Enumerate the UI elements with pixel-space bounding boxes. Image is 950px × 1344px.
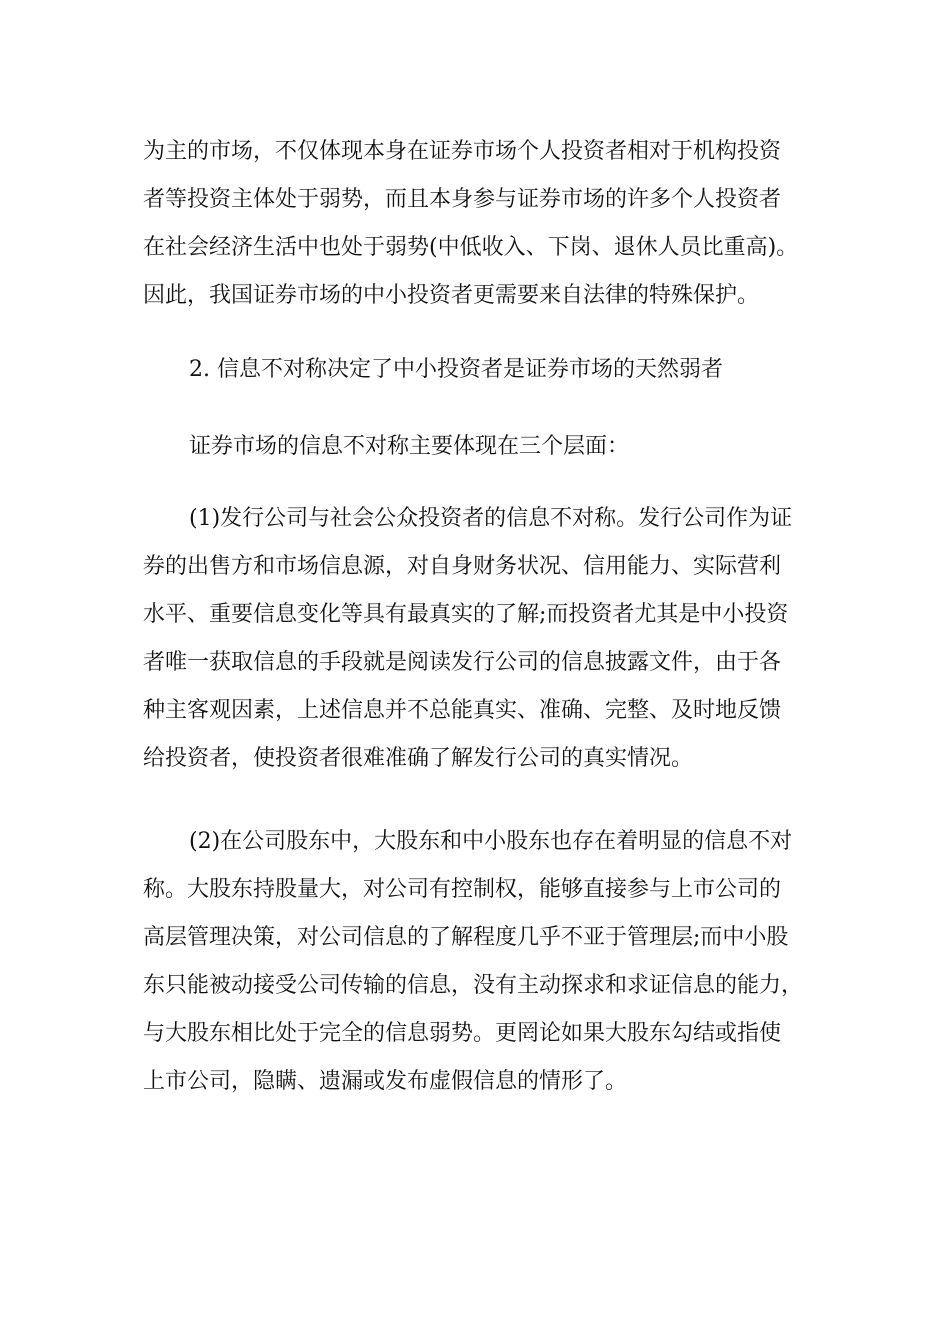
- heading-line: 2. 信息不对称决定了中小投资者是证券市场的天然弱者: [189, 357, 723, 382]
- section-heading: [143, 346, 813, 394]
- text-line: 因此，我国证券市场的中小投资者更需要来自法律的特殊保护。: [143, 283, 760, 308]
- text-line: 为主的市场，不仅体现本身在证券市场个人投资者相对于机构投资: [143, 139, 782, 164]
- text-line: 高层管理决策，对公司信息的了解程度几乎不亚于管理层;而中小股: [143, 925, 789, 950]
- text-line: 水平、重要信息变化等具有最真实的了解;而投资者尤其是中小投资: [143, 602, 789, 627]
- text-line: 者唯一获取信息的手段就是阅读发行公司的信息披露文件，由于各: [143, 650, 782, 675]
- text-line: 给投资者，使投资者很难准确了解发行公司的真实情况。: [143, 746, 694, 771]
- paragraph-continuation: [143, 128, 813, 320]
- text-line: 东只能被动接受公司传输的信息，没有主动探求和求证信息的能力，: [143, 973, 804, 998]
- text-line: 与大股东相比处于完全的信息弱势。更罔论如果大股东勾结或指使: [143, 1021, 782, 1046]
- text-line: 者等投资主体处于弱势，而且本身参与证券市场的许多个人投资者: [143, 187, 782, 212]
- text-line: 上市公司，隐瞒、遗漏或发布虚假信息的情形了。: [143, 1069, 628, 1094]
- text-line: 在社会经济生活中也处于弱势(中低收入、下岗、退休人员比重高)。: [143, 235, 799, 260]
- text-line: (2)在公司股东中，大股东和中小股东也存在着明显的信息不对: [189, 829, 793, 854]
- text-line: (1)发行公司与社会公众投资者的信息不对称。发行公司作为证: [189, 506, 793, 531]
- text-line: 证券市场的信息不对称主要体现在三个层面：: [189, 434, 630, 459]
- paragraph-point-1: [143, 495, 813, 783]
- paragraph-intro: [143, 423, 813, 471]
- text-line: 称。大股东持股量大，对公司有控制权，能够直接参与上市公司的: [143, 877, 782, 902]
- paragraph-point-2: [143, 818, 813, 1106]
- text-line: 种主客观因素，上述信息并不总能真实、准确、完整、及时地反馈: [143, 698, 782, 723]
- text-line: 券的出售方和市场信息源，对自身财务状况、信用能力、实际营利: [143, 554, 782, 579]
